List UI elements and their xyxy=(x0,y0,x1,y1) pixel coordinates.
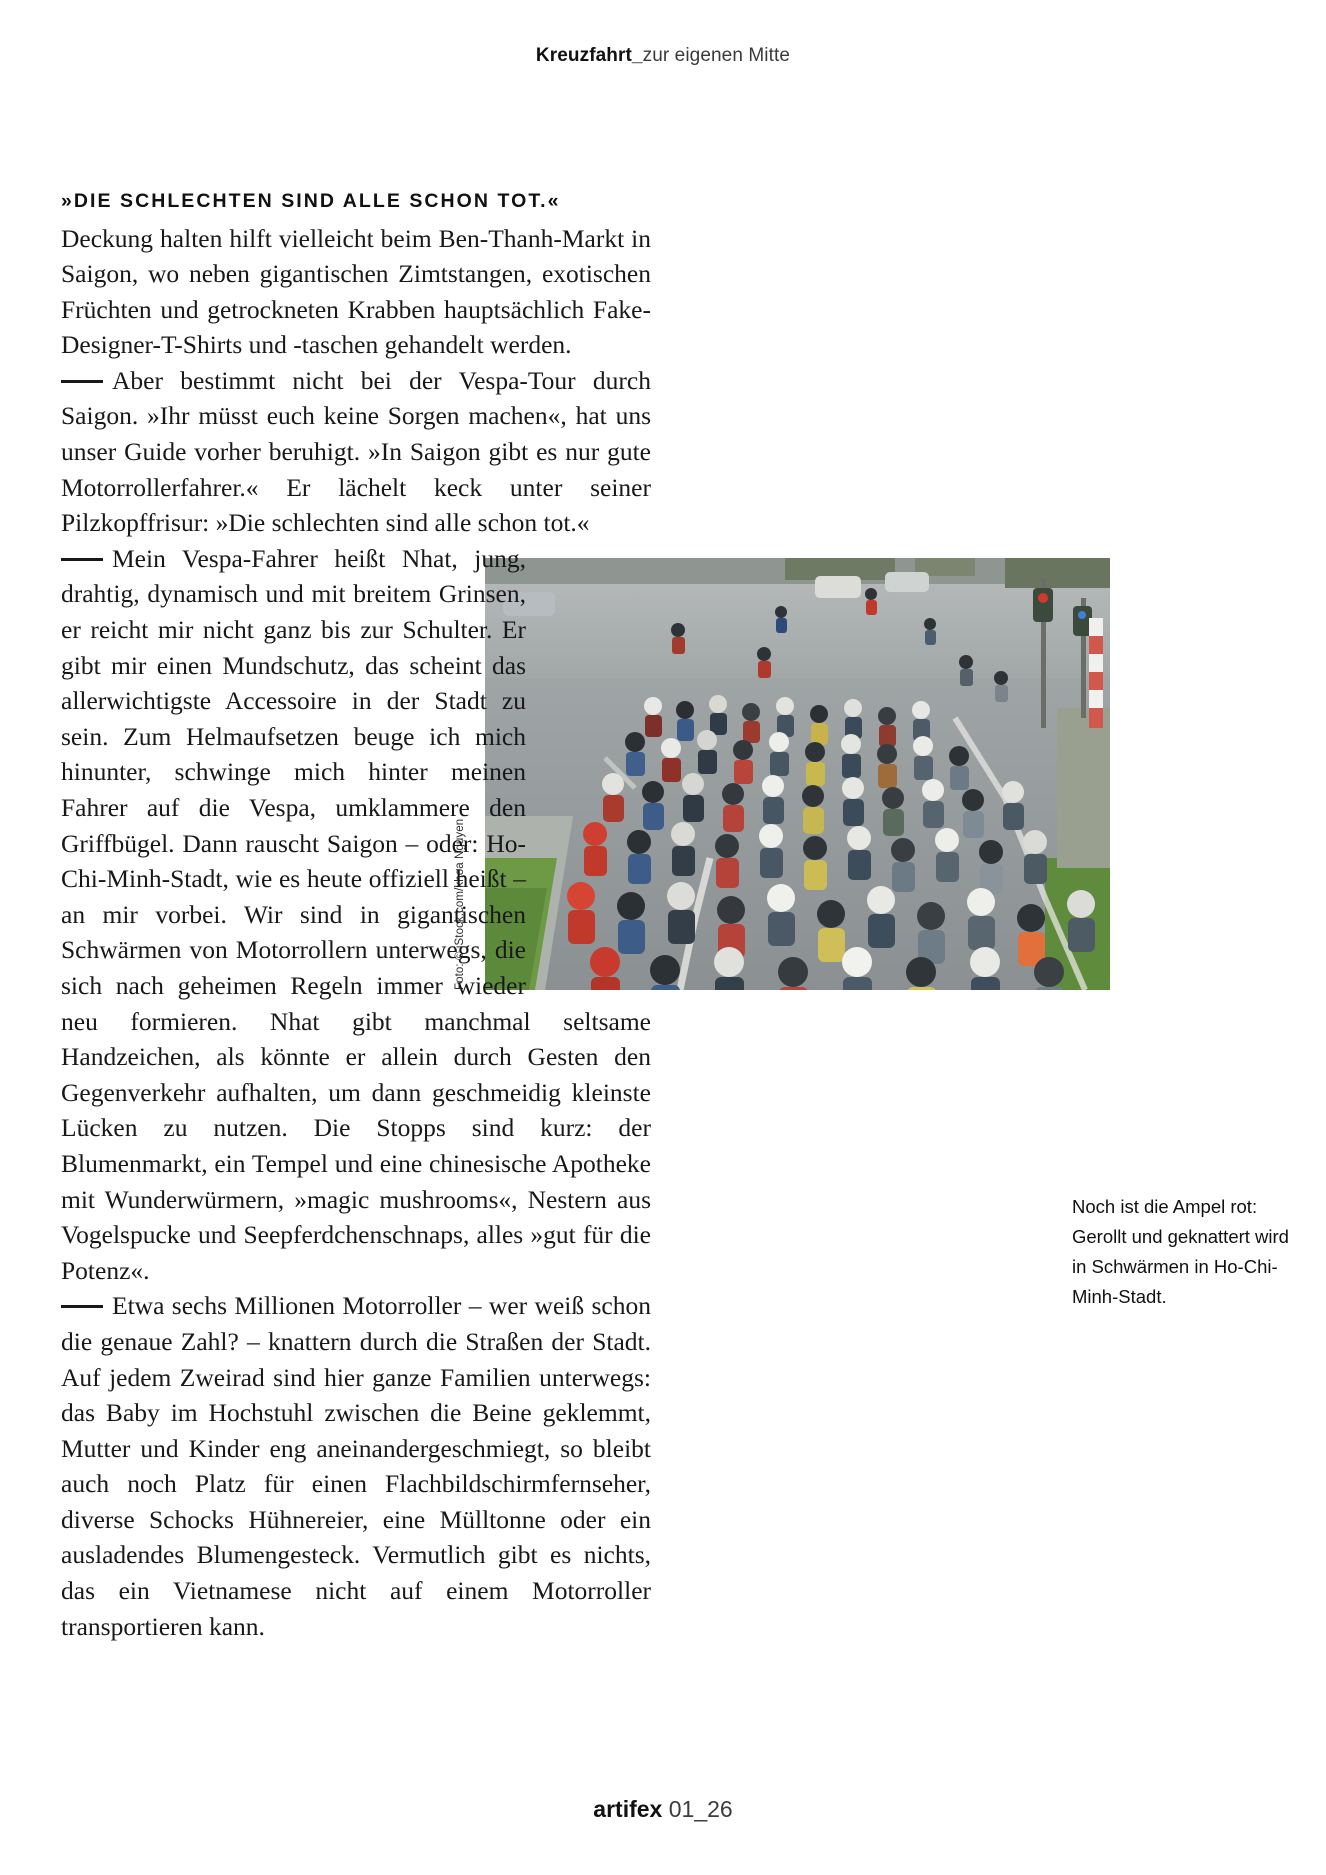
figure-caption: Noch ist die Ampel rot: Gerollt und geknattert wird in Schwärmen in Ho-Chi-Minh-Stadt. xyxy=(1072,1196,1289,1307)
paragraph-1 xyxy=(61,221,651,363)
paragraph-1-text: Deckung halten hilft vielleicht beim Ben-Thanh-Markt in Saigon, wo neben gigantischen Zimtstangen, exotischen Früchten und getrockneten Krabben hauptsächlich Fake-Designer-T-Shirts und -taschen gehandelt werden. xyxy=(61,223,651,360)
photo-runaround-spacer xyxy=(526,541,651,990)
paragraph-4 xyxy=(61,1288,651,1644)
paragraph-4-text: Etwa sechs Millionen Motorroller – wer weiß schon die genaue Zahl? – knattern durch die Straßen der Stadt. Auf jedem Zweirad sind hier ganze Familien unterwegs: das Baby im Hochstuhl zwischen die Beine geklemmt, Mutter und Kinder eng aneinandergeschmiegt, so bleibt auch noch Platz für einen Flachbildschirmfernseher, diverse Schocks Hühnereier, eine Mülltonne oder ein ausladendes Blumengesteck. Vermutlich gibt es nichts, das ein Vietnamese nicht auf einem Motorroller transportieren kann. xyxy=(61,1291,651,1641)
paragraph-2 xyxy=(61,363,651,541)
paragraph-3 xyxy=(61,541,651,1288)
running-head-separator: _ xyxy=(631,45,643,66)
footer-issue: 01_26 xyxy=(668,1796,733,1822)
page-footer xyxy=(0,1796,1326,1823)
running-head-title: Kreuzfahrt xyxy=(535,45,632,66)
photo-credit: Foto: © iStock.com/khoa Nguyen xyxy=(454,818,466,990)
paragraph-dash-icon xyxy=(61,558,103,561)
article-kicker: »DIE SCHLECHTEN SIND ALLE SCHON TOT.« xyxy=(61,190,561,212)
article-text-column xyxy=(61,192,651,1644)
paragraph-dash-icon xyxy=(61,1305,103,1308)
running-head-subtitle: zur eigenen Mitte xyxy=(642,45,791,66)
footer-brand: artifex xyxy=(593,1796,663,1822)
paragraph-3-text: Mein Vespa-Fahrer heißt Nhat, jung, drahtig, dynamisch und mit breitem Grinsen, er reicht mir nicht ganz bis zur Schulter. Er gibt mir einen Mundschutz, das scheint das allerwichtigste Accessoire in der Stadt zu sein. Zum Helmaufsetzen beuge ich mich hinunter, schwinge mich hinter meinen Fahrer auf die Vespa, umklammere den Griffbügel. Dann rauscht Saigon – oder: Ho-Chi-Minh-Stadt, wie es heute offiziell heißt – an mir vorbei. Wir sind in gigantischen Schwärmen von Motorrollern unterwegs, die sich nach geheimen Regeln immer wieder neu formieren. Nhat gibt manchmal seltsame Handzeichen, als könnte er allein durch Gesten den Gegenverkehr aufhalten, um dann geschmeidig kleinste Lücken zu nutzen. Die Stopps sind kurz: der Blumenmarkt, ein Tempel und eine chinesische Apotheke mit Wunderwürmern, »magic mushrooms«, Nestern aus Vogelspucke und Seepferdchenschnaps, alles »gut für die Potenz«. xyxy=(61,543,651,1285)
paragraph-2-text: Aber bestimmt nicht bei der Vespa-Tour durch Saigon. »Ihr müsst euch keine Sorgen machen«, hat uns unser Guide vorher beruhigt. »In Saigon gibt es nur gute Motorrollerfahrer.« Er lächelt keck unter seiner Pilzkopffrisur: »Die schlechten sind alle schon tot.« xyxy=(61,365,651,538)
paragraph-dash-icon xyxy=(61,380,103,383)
running-head xyxy=(0,45,1326,67)
